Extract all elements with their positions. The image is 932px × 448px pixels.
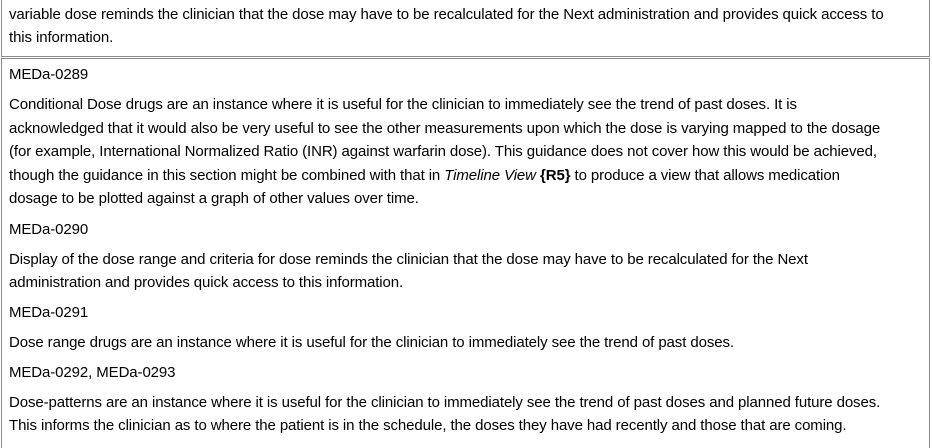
requirement-id: MEDa-0292, MEDa-0293 xyxy=(9,364,176,381)
paragraph-line: Conditional Dose drugs are an instance where it is useful for the clinician to immediately see the trend of past doses. It is xyxy=(9,96,797,113)
paragraph-line: administration and provides quick access to this information. xyxy=(9,274,404,291)
requirement-id: MEDa-0291 xyxy=(9,304,89,321)
table-cell-guidance xyxy=(1,58,930,448)
paragraph-line xyxy=(9,164,840,187)
paragraph-line: dosage to be plotted against a graph of other values over time. xyxy=(9,190,419,207)
table-cell-continuation xyxy=(1,0,930,57)
paragraph-line: Dose-patterns are an instance where it is useful for the clinician to immediately see the trend of past doses and planned future doses. xyxy=(9,394,881,411)
paragraph-line: Dose range drugs are an instance where it is useful for the clinician to immediately see the trend of past doses. xyxy=(9,334,734,351)
paragraph-line: This informs the clinician as to where the patient is in the schedule, the doses they have had recently and those that are coming. xyxy=(9,417,847,434)
paragraph-line: variable dose reminds the clinician that the dose may have to be recalculated for the Next administration and provides quick access to xyxy=(9,6,884,23)
paragraph-line: this information. xyxy=(9,29,114,46)
reference-code: {R5} xyxy=(540,167,571,184)
paragraph-line: acknowledged that it would also be very useful to see the other measurements upon which the dose is varying mapped to the dosage xyxy=(9,120,881,137)
requirement-id: MEDa-0289 xyxy=(9,66,89,83)
text-run: though the guidance in this section might be combined with that in xyxy=(9,167,445,184)
paragraph-line: (for example, International Normalized Ratio (INR) against warfarin dose). This guidance does not cover how this would be achieved, xyxy=(9,143,877,160)
paragraph-line: Display of the dose range and criteria for dose reminds the clinician that the dose may have to be recalculated for the Next xyxy=(9,251,808,268)
timeline-view-link-text: Timeline View xyxy=(444,167,536,184)
text-run: to produce a view that allows medication xyxy=(570,167,840,184)
requirement-id: MEDa-0290 xyxy=(9,221,89,238)
